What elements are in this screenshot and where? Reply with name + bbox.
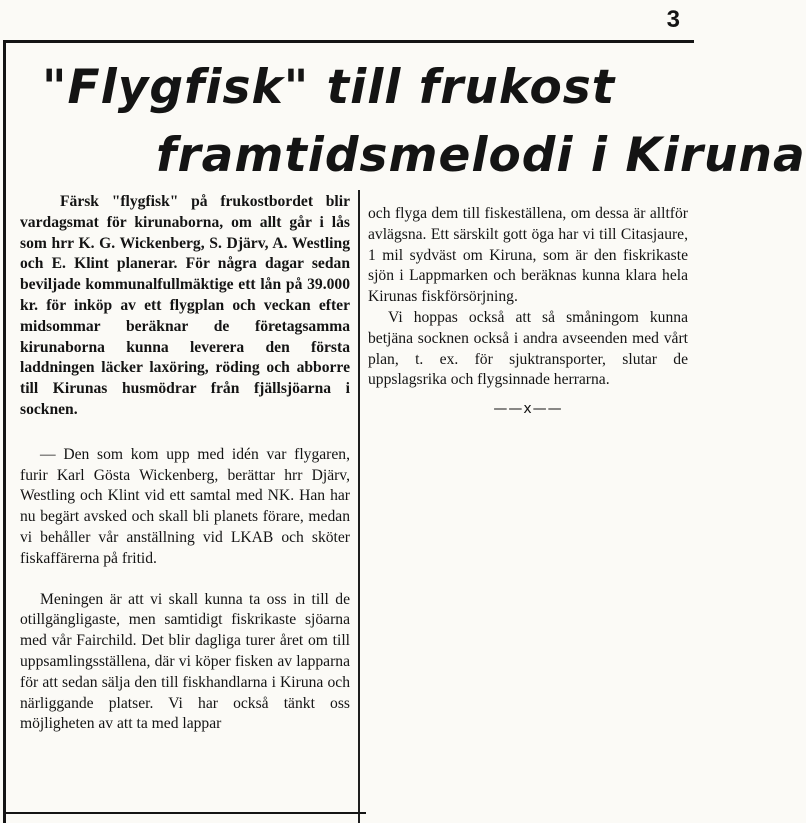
page-number: 3 xyxy=(666,6,680,33)
headline-line-2: framtidsmelodi i Kiruna xyxy=(156,128,806,183)
bottom-rule xyxy=(6,812,366,814)
headline xyxy=(6,54,806,184)
column-divider xyxy=(358,190,360,823)
body-paragraph: — Den som kom upp med idén var flygaren, furir Karl Gösta Wickenberg, berättar hrr Djärv, Westling och Klint vid ett samtal med NK. Han har nu begärt avsked och skall bli planets förare, medan vi behåller vår anställning vid LKAB och sköter fiskaffärerna på fritid. xyxy=(20,445,350,567)
article-column-right xyxy=(368,204,688,420)
headline-line-1: "Flygfisk" till frukost xyxy=(42,60,616,115)
body-paragraph: Meningen är att vi skall kunna ta oss in till de otillgängligaste, men samtidigt fiskrikaste sjöarna med vår Fairchild. Det blir dagliga turer året om till uppsamlingsställena, där vi köper fisken av lapparna för att sedan sälja den till fiskhandlarna i Kiruna och närliggande platser. Vi har också tänkt oss möjligheten av att ta med lappar xyxy=(20,590,350,733)
end-mark: ——x—— xyxy=(493,401,563,418)
lead-paragraph: Färsk "flygfisk" på frukostbordet blir vardagsmat för kirunaborna, om allt går i lås som hrr K. G. Wickenberg, S. Djärv, A. Westling och E. Klint planerar. För några dagar sedan beviljade kommunalfullmäktige ett lån på 39.000 kr. för inköp av ett flygplan och veckan efter midsommar beräknar de företagsamma kirunaborna kunna leverera den första laddningen läcker laxöring, röding och abborre till Kirunas husmödrar från fjällsjöarna i socknen. xyxy=(20,193,350,418)
body-paragraph: Vi hoppas också att så småningom kunna betjäna socknen också i andra avseenden med vårt plan, t. ex. för sjuktransporter, slutar de uppslagsrika och flygsinnade herrarna. xyxy=(368,308,688,389)
body-paragraph: och flyga dem till fiskeställena, om dessa är alltför avlägsna. Ett särskilt gott öga har vi till Citasjaure, 1 mil sydväst om Kiruna, som är den fiskrikaste sjön i Lappmarken och beräknas kunna klara hela Kirunas fiskförsörjning. xyxy=(368,205,688,306)
article-column-left xyxy=(20,192,350,735)
top-rule xyxy=(6,40,694,43)
